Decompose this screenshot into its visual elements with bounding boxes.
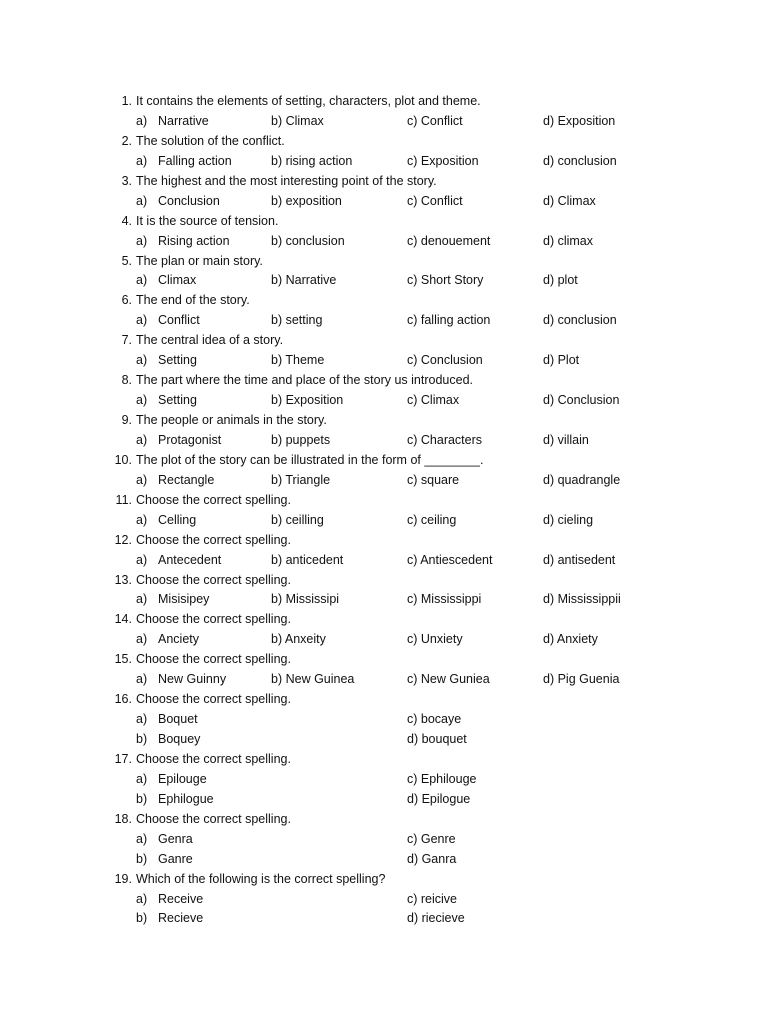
question-19-options-ac [0,890,768,910]
question-text: It contains the elements of setting, characters, plot and theme. [136,94,481,108]
option-d: d) conclusion [543,313,617,328]
option-a-letter: a) [136,233,148,248]
option-b: b) New Guinea [271,672,355,687]
option-c: c) Mississippi [407,592,482,607]
question-16-options-bd [0,730,768,750]
option-b: Ephilogue [158,791,214,806]
question-number: 4. [121,213,132,228]
question-text: The solution of the conflict. [136,133,285,148]
option-c: c) Genre [407,831,456,846]
option-b-letter: b) [136,911,148,926]
option-a: Misisipey [158,592,210,607]
question-13-row [0,571,768,591]
question-7-options [0,351,768,371]
question-number: 13. [114,572,132,587]
question-text: The plan or main story. [136,253,263,268]
option-d: d) bouquet [407,732,467,746]
option-a: Conflict [158,313,200,328]
question-number: 1. [121,94,132,108]
option-a-letter: a) [136,712,148,727]
option-a-letter: a) [136,353,148,368]
question-3-row [0,172,768,192]
option-b-letter: b) [136,851,148,866]
option-d: d) cieling [543,512,594,527]
question-number: 9. [121,413,132,427]
option-b: b) Theme [271,353,325,368]
question-8-row [0,371,768,391]
question-2-row [0,132,768,152]
option-c: c) reicive [407,891,458,906]
question-10-row [0,451,768,471]
option-d: d) Plot [543,353,580,368]
question-6-options [0,311,768,331]
option-a-letter: a) [136,472,148,487]
option-a: Boquet [158,712,198,727]
option-d: d) villain [543,432,589,447]
question-17-options-ac [0,770,768,790]
question-9-options [0,431,768,451]
option-c: c) Climax [407,393,460,408]
question-16-row [0,690,768,710]
option-a: Narrative [158,113,209,128]
question-9-row [0,411,768,431]
option-a: Setting [158,393,197,408]
question-8-options [0,391,768,411]
question-4-options [0,232,768,252]
option-a-letter: a) [136,771,148,786]
option-a-letter: a) [136,432,148,447]
question-number: 18. [114,811,132,826]
question-number: 8. [121,373,132,388]
option-d: d) quadrangle [543,472,621,487]
option-d: d) Anxiety [543,632,598,647]
question-text: Choose the correct spelling. [136,532,291,547]
option-d: d) climax [543,233,594,248]
question-18-row [0,810,768,830]
question-text: The highest and the most interesting point of the story. [136,173,437,188]
question-10-options [0,471,768,491]
question-7-row [0,331,768,351]
question-text: Choose the correct spelling. [136,572,291,587]
option-b: b) Climax [271,113,324,128]
option-a-letter: a) [136,313,148,328]
question-15-options [0,670,768,690]
question-number: 7. [121,333,132,348]
option-b: b) setting [271,313,323,328]
question-1-row [0,92,768,112]
option-a: Rectangle [158,472,215,487]
question-15-row [0,650,768,670]
option-d: d) Mississippii [543,592,621,607]
option-a-letter: a) [136,113,148,128]
option-c: c) Conflict [407,193,463,208]
question-text: Choose the correct spelling. [136,612,291,627]
option-a-letter: a) [136,552,148,567]
option-c: c) Exposition [407,153,479,168]
question-17-row [0,750,768,770]
question-number: 3. [121,173,132,188]
question-number: 17. [114,751,132,766]
option-d: d) Climax [543,193,596,208]
option-c: c) New Guniea [407,672,490,687]
question-14-row [0,610,768,630]
option-a-letter: a) [136,153,148,168]
option-b: b) Mississipi [271,592,340,607]
question-3-options [0,192,768,212]
option-a: Receive [158,891,204,906]
option-a: New Guinny [158,672,227,687]
question-number: 10. [114,452,132,467]
option-c: c) Ephilouge [407,771,477,786]
option-a: Protagonist [158,432,222,447]
question-6-row [0,291,768,311]
option-c: c) square [407,472,460,487]
option-c: c) Unxiety [407,632,463,647]
option-a-letter: a) [136,393,148,408]
question-18-options-bd [0,850,768,870]
question-number: 15. [114,652,132,667]
option-d: d) plot [543,273,578,288]
question-19-options-bd [0,909,768,929]
option-c: c) Conflict [407,113,463,128]
option-b: b) Triangle [271,472,331,487]
question-number: 14. [114,612,132,627]
question-text: It is the source of tension. [136,213,279,228]
option-a: Rising action [158,233,230,248]
question-text: Choose the correct spelling. [136,652,291,667]
question-text: The plot of the story can be illustrated in the form of ________. [136,452,484,467]
question-12-options [0,551,768,571]
option-b: Recieve [158,911,204,926]
question-number: 5. [121,253,132,268]
question-text: Choose the correct spelling. [136,811,291,826]
option-d: d) Pig Guenia [543,672,620,687]
question-text: The people or animals in the story. [136,413,327,427]
question-number: 6. [121,293,132,308]
option-a: Epilouge [158,771,207,786]
option-c: c) Characters [407,432,483,447]
option-d: d) Ganra [407,851,457,866]
question-14-options [0,630,768,650]
option-c: c) bocaye [407,712,462,727]
question-text: Choose the correct spelling. [136,492,291,507]
question-number: 19. [114,871,132,886]
quiz-document [0,92,768,929]
option-c: c) Conclusion [407,353,483,368]
option-b: b) puppets [271,432,331,447]
option-d: d) Conclusion [543,393,620,408]
question-text: Choose the correct spelling. [136,751,291,766]
question-17-options-bd [0,790,768,810]
option-b: b) exposition [271,193,342,208]
question-4-row [0,212,768,232]
option-a: Anciety [158,632,199,647]
option-c: c) denouement [407,233,491,248]
option-b: b) Exposition [271,393,344,408]
question-number: 16. [114,692,132,707]
question-18-options-ac [0,830,768,850]
option-d: d) conclusion [543,153,617,168]
question-2-options [0,152,768,172]
option-b-letter: b) [136,791,148,806]
question-5-options [0,271,768,291]
option-b: b) conclusion [271,233,345,248]
question-5-row [0,252,768,272]
question-text: The end of the story. [136,293,250,308]
option-a-letter: a) [136,831,148,846]
option-a-letter: a) [136,672,148,687]
question-16-options-ac [0,710,768,730]
option-c: c) ceiling [407,512,457,527]
option-d: d) riecieve [407,911,465,926]
option-b: b) rising action [271,153,353,168]
option-a: Falling action [158,153,232,168]
option-c: c) Antiescedent [407,552,493,567]
question-number: 2. [121,133,132,148]
option-c: c) falling action [407,313,491,328]
option-b-letter: b) [136,732,148,746]
question-11-row [0,491,768,511]
option-a: Conclusion [158,193,220,208]
option-a-letter: a) [136,891,148,906]
option-a: Celling [158,512,197,527]
option-b: b) Anxeity [271,632,326,647]
question-text: Which of the following is the correct spelling? [136,871,386,886]
option-d: d) antisedent [543,552,616,567]
option-a-letter: a) [136,273,148,288]
option-d: d) Epilogue [407,791,471,806]
option-b: b) anticedent [271,552,344,567]
option-b: Ganre [158,851,193,866]
option-c: c) Short Story [407,273,484,288]
option-a-letter: a) [136,193,148,208]
option-b: b) ceilling [271,512,324,527]
question-text: The part where the time and place of the story us introduced. [136,373,473,388]
question-13-options [0,590,768,610]
option-b: b) Narrative [271,273,337,288]
option-a-letter: a) [136,592,148,607]
option-a: Genra [158,831,193,846]
option-a-letter: a) [136,512,148,527]
question-text: The central idea of a story. [136,333,284,348]
question-12-row [0,531,768,551]
question-19-row [0,870,768,890]
option-d: d) Exposition [543,113,616,128]
question-1-options [0,112,768,132]
question-text: Choose the correct spelling. [136,692,291,707]
option-a-letter: a) [136,632,148,647]
option-a: Setting [158,353,197,368]
option-a: Antecedent [158,552,222,567]
question-11-options [0,511,768,531]
option-b: Boquey [158,732,201,746]
question-number: 11. [115,492,132,507]
question-number: 12. [114,532,132,547]
option-a: Climax [158,273,197,288]
